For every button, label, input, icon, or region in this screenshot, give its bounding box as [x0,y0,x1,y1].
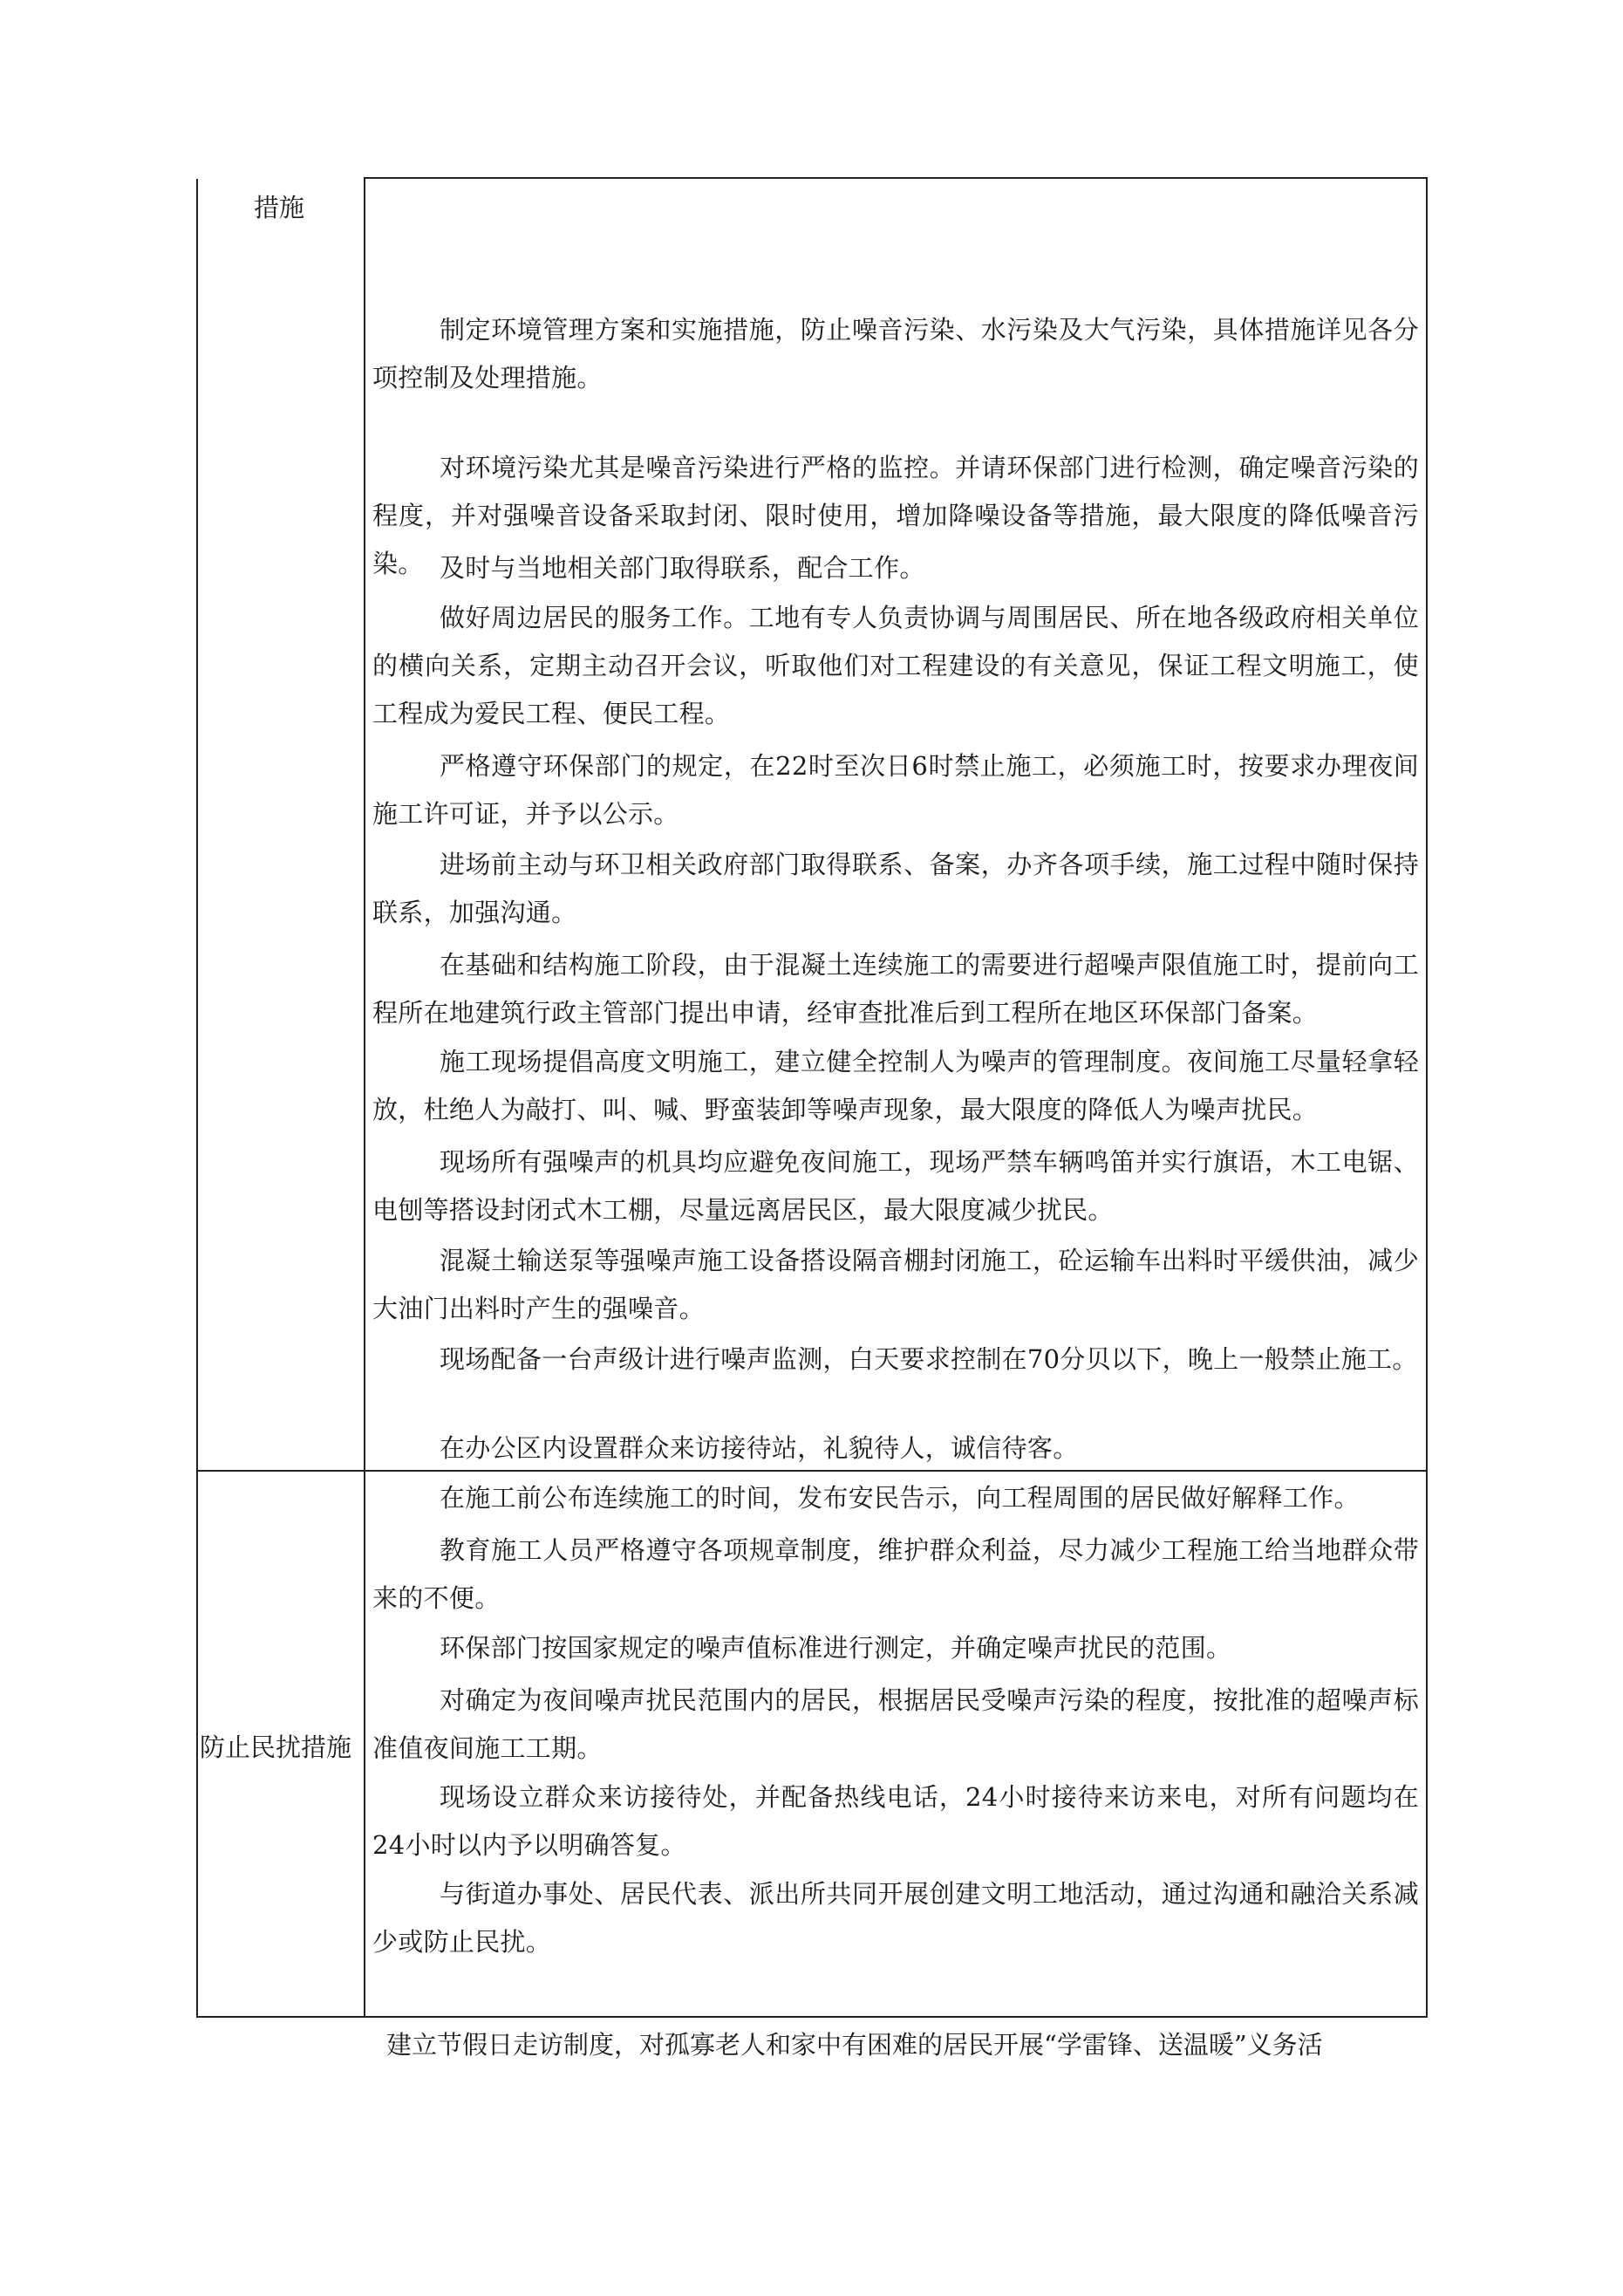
row2-paragraph: 与街道办事处、居民代表、派出所共同开展创建文明工地活动，通过沟通和融洽关系减少或防止民扰。 [372,1879,1419,1957]
row1-paragraph: 制定环境管理方案和实施措施，防止噪音污染、水污染及大气污染，具体措施详见各分项控制及处理措施。 [372,315,1419,393]
row1-paragraph: 施工现场提倡高度文明施工，建立健全控制人为噪声的管理制度。夜间施工尽量轻拿轻放，杜绝人为敲打、叫、喊、野蛮装卸等噪声现象，最大限度的降低人为噪声扰民。 [372,1047,1419,1124]
row1-label: 措施 [254,193,305,222]
row2-paragraph: 在施工前公布连续施工的时间，发布安民告示，向工程周围的居民做好解释工作。 [440,1483,1360,1513]
table-bottom-border [196,2016,1428,2018]
row1-paragraph: 现场配备一台声级计进行噪声监测，白天要求控制在70分贝以下，晚上一般禁止施工。 [440,1344,1418,1374]
table-column-divider [364,177,365,2018]
row1-paragraph: 进场前主动与环卫相关政府部门取得联系、备案，办齐各项手续，施工过程中随时保持联系，加强沟通。 [372,850,1419,927]
table-right-border [1426,177,1428,2018]
row2-paragraph: 对确定为夜间噪声扰民范围内的居民，根据居民受噪声污染的程度，按批准的超噪声标准值夜间施工工期。 [372,1685,1419,1763]
row1-paragraph: 在办公区内设置群众来访接待站，礼貌待人，诚信待客。 [440,1433,1079,1463]
row2-paragraph: 现场设立群众来访接待处，并配备热线电话，24小时接待来访来电，对所有问题均在24小时以内予以明确答复。 [372,1782,1419,1860]
row1-paragraph: 混凝土输送泵等强噪声施工设备搭设隔音棚封闭施工，砼运输车出料时平缓供油，减少大油门出料时产生的强噪音。 [372,1246,1419,1323]
row1-paragraph: 做好周边居民的服务工作。工地有专人负责协调与周围居民、所在地各级政府相关单位的横向关系，定期主动召开会议，听取他们对工程建设的有关意见，保证工程文明施工，使工程成为爱民工程、便民工程。 [372,603,1419,728]
trailing-paragraph: 建立节假日走访制度，对孤寡老人和家中有困难的居民开展“学雷锋、送温暖”义务活 [386,2030,1323,2060]
row1-paragraph: 在基础和结构施工阶段，由于混凝土连续施工的需要进行超噪声限值施工时，提前向工程所在地建筑行政主管部门提出申请，经审查批准后到工程所在地区环保部门备案。 [372,950,1419,1028]
row1-paragraph: 对环境污染尤其是噪音污染进行严格的监控。并请环保部门进行检测，确定噪音污染的程度，并对强噪音设备采取封闭、限时使用，增加降噪设备等措施，最大限度的降低噪音污染。 [372,453,1419,578]
row1-paragraph: 严格遵守环保部门的规定，在22时至次日6时禁止施工，必须施工时，按要求办理夜间施工许可证，并予以公示。 [372,751,1419,829]
row2-paragraph: 环保部门按国家规定的噪声值标准进行测定，并确定噪声扰民的范围。 [440,1633,1232,1663]
row1-paragraph: 及时与当地相关部门取得联系，配合工作。 [440,553,925,583]
row1-paragraph: 现场所有强噪声的机具均应避免夜间施工，现场严禁车辆鸣笛并实行旗语，木工电锯、电刨等搭设封闭式木工棚，尽量远离居民区，最大限度减少扰民。 [372,1147,1419,1225]
table-left-border [196,179,198,2018]
row2-paragraph: 教育施工人员严格遵守各项规章制度，维护群众利益，尽力减少工程施工给当地群众带来的不便。 [372,1535,1419,1613]
table-top-border [364,177,1428,179]
row2-label: 防止民扰措施 [200,1732,352,1762]
